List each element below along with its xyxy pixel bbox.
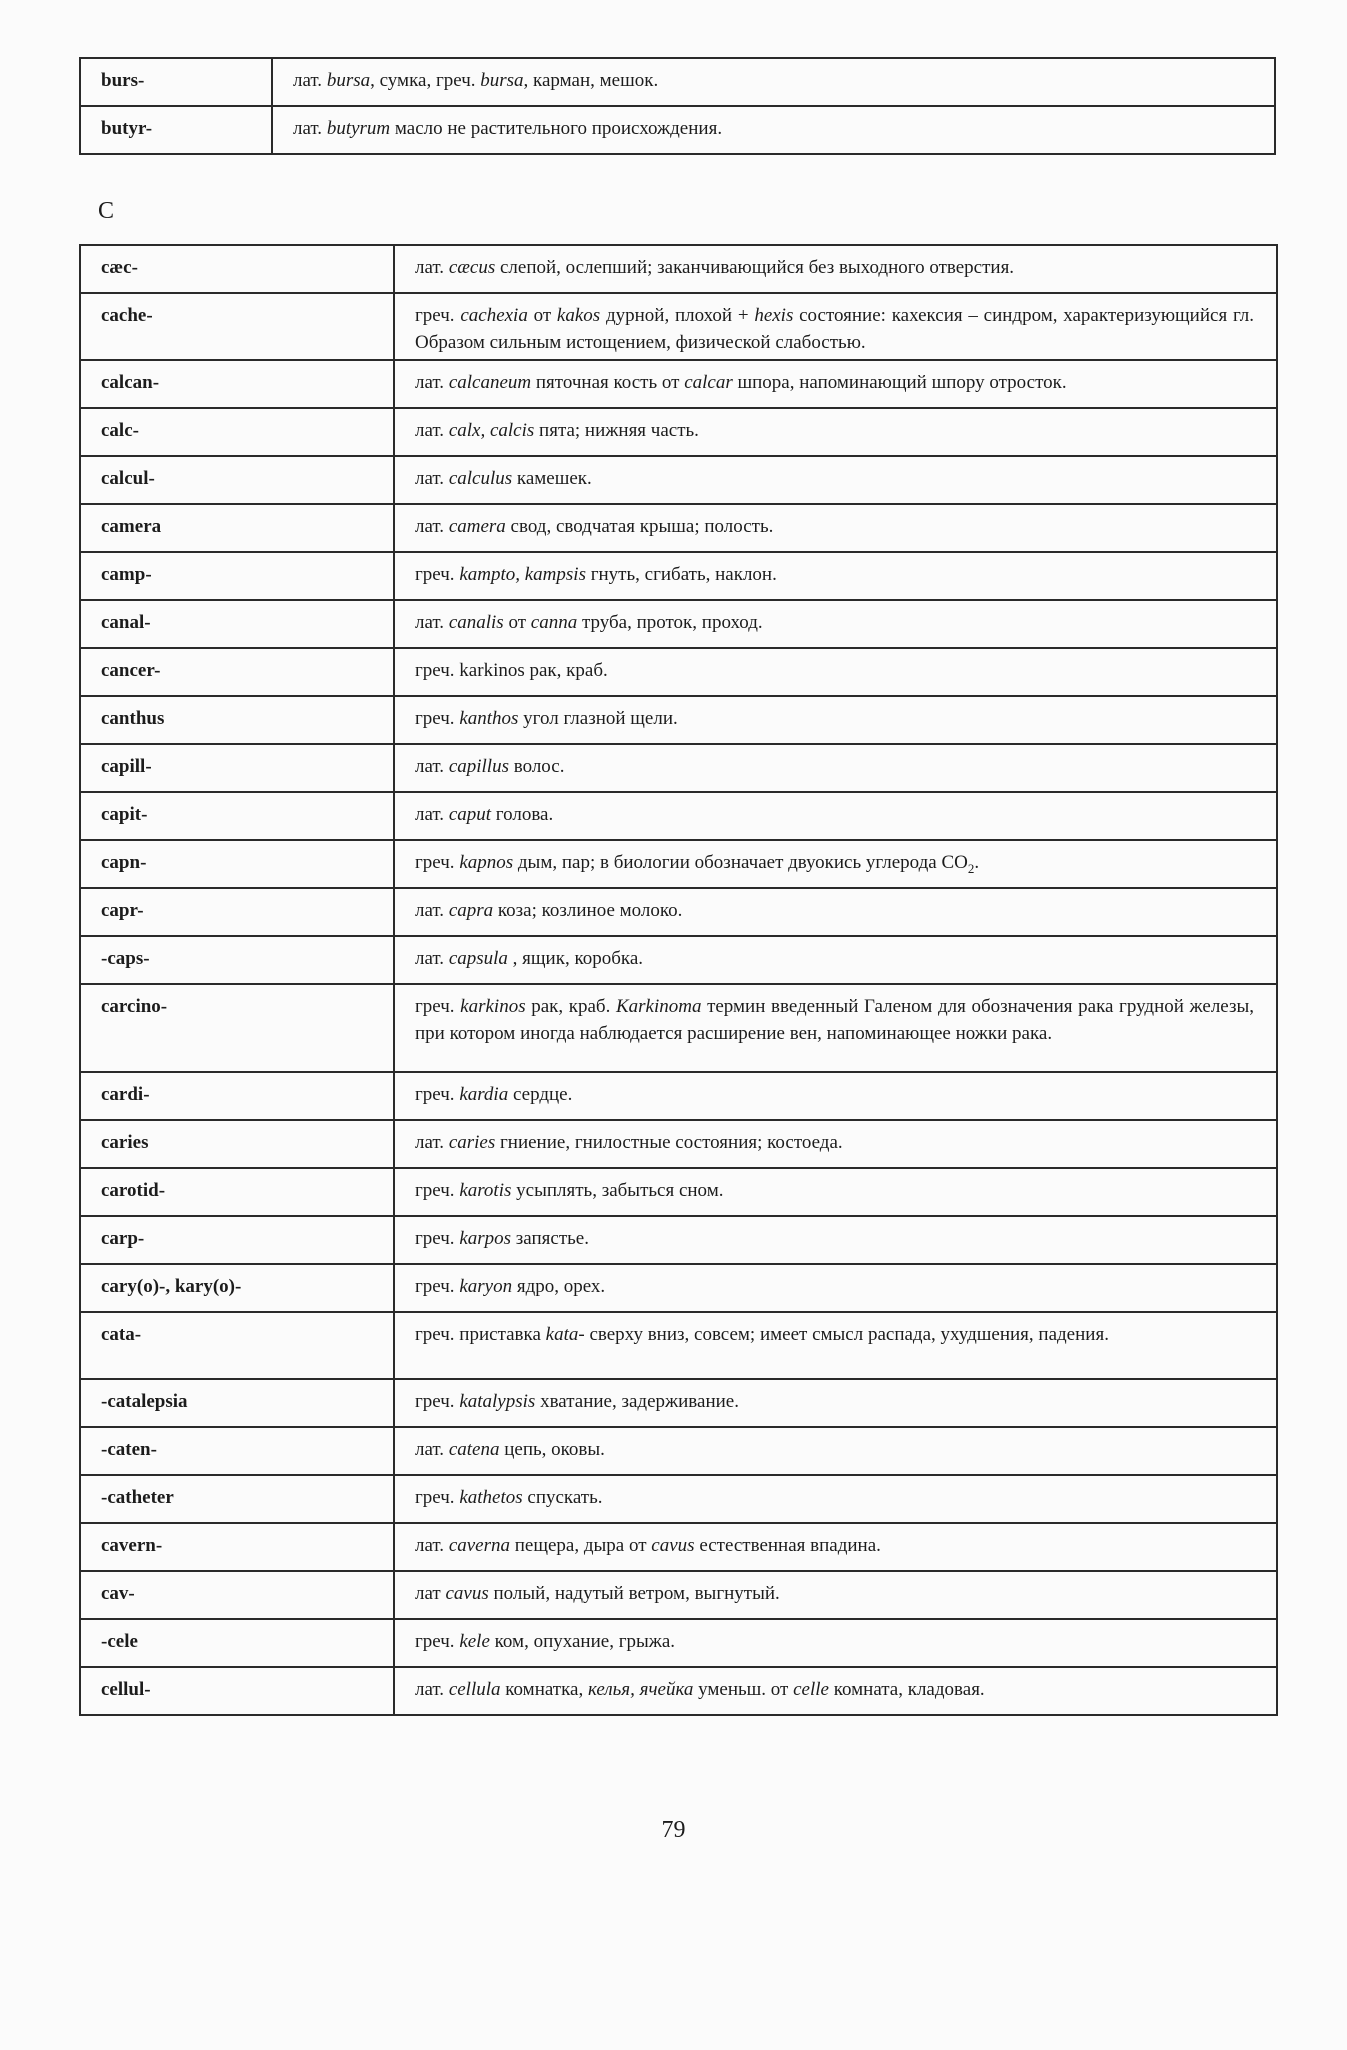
entry-row	[80, 1264, 1277, 1312]
entry-term: calc-	[80, 408, 394, 456]
entry-definition: лат. catena цепь, оковы.	[394, 1427, 1277, 1475]
entries-table-c-body	[80, 245, 1277, 1715]
entry-definition: лат. calculus камешек.	[394, 456, 1277, 504]
entry-term: cavern-	[80, 1523, 394, 1571]
entry-row	[80, 1475, 1277, 1523]
entry-term: cellul-	[80, 1667, 394, 1715]
entry-row	[80, 1168, 1277, 1216]
entry-row	[80, 792, 1277, 840]
entry-term: capill-	[80, 744, 394, 792]
entry-term: cache-	[80, 293, 394, 360]
entry-row	[80, 744, 1277, 792]
entry-definition: греч. kampto, kampsis гнуть, сгибать, наклон.	[394, 552, 1277, 600]
entry-row	[80, 840, 1277, 888]
entry-definition: лат. caput голова.	[394, 792, 1277, 840]
entry-row	[80, 293, 1277, 360]
entry-row	[80, 1523, 1277, 1571]
entry-row	[80, 1667, 1277, 1715]
entry-term: cæc-	[80, 245, 394, 293]
entry-term: -catheter	[80, 1475, 394, 1523]
entry-row	[80, 1120, 1277, 1168]
entry-definition: греч. karyon ядро, орех.	[394, 1264, 1277, 1312]
entry-row	[80, 552, 1277, 600]
entry-definition: лат. cellula комнатка, келья, ячейка уменьш. от celle комната, кладовая.	[394, 1667, 1277, 1715]
entry-term: capit-	[80, 792, 394, 840]
entry-definition: лат. camera свод, сводчатая крыша; полость.	[394, 504, 1277, 552]
entry-definition: лат. cæcus слепой, ослепший; заканчивающийся без выходного отверстия.	[394, 245, 1277, 293]
entry-term: burs-	[80, 58, 272, 106]
entry-row	[80, 1427, 1277, 1475]
entry-row	[80, 936, 1277, 984]
entry-row	[80, 1571, 1277, 1619]
entry-term: camp-	[80, 552, 394, 600]
entry-row	[80, 1072, 1277, 1120]
entry-definition: лат cavus полый, надутый ветром, выгнутый.	[394, 1571, 1277, 1619]
entries-table-b	[79, 57, 1276, 155]
page-number: 79	[661, 1817, 686, 1843]
entry-definition: греч. kanthos угол глазной щели.	[394, 696, 1277, 744]
entry-term: calcul-	[80, 456, 394, 504]
entry-term: carcino-	[80, 984, 394, 1072]
entry-definition: лат. calx, calcis пята; нижняя часть.	[394, 408, 1277, 456]
entry-definition: греч. cachexia от kakos дурной, плохой + hexis состояние: кахексия – синдром, характеризующийся гл. Образом сильным истощением, физической слабостью.	[394, 293, 1277, 360]
entry-definition: лат. capillus волос.	[394, 744, 1277, 792]
entry-term: cata-	[80, 1312, 394, 1379]
entry-term: carotid-	[80, 1168, 394, 1216]
entry-definition: греч. приставка kata- сверху вниз, совсем; имеет смысл распада, ухудшения, падения.	[394, 1312, 1277, 1379]
entry-definition: лат. butyrum масло не растительного происхождения.	[272, 106, 1275, 154]
entries-table-c	[79, 244, 1278, 1716]
entry-definition: греч. kele ком, опухание, грыжа.	[394, 1619, 1277, 1667]
entry-term: butyr-	[80, 106, 272, 154]
entry-row	[80, 1379, 1277, 1427]
entry-term: -catalepsia	[80, 1379, 394, 1427]
entry-row	[80, 888, 1277, 936]
entry-row	[80, 106, 1275, 154]
entry-definition: греч. kathetos спускать.	[394, 1475, 1277, 1523]
entry-definition: лат. canalis от canna труба, проток, проход.	[394, 600, 1277, 648]
entry-term: -caps-	[80, 936, 394, 984]
entry-row	[80, 648, 1277, 696]
entry-definition: лат. caverna пещера, дыра от cavus естественная впадина.	[394, 1523, 1277, 1571]
entry-term: carp-	[80, 1216, 394, 1264]
entry-row	[80, 408, 1277, 456]
entry-definition: лат. capra коза; козлиное молоко.	[394, 888, 1277, 936]
entry-definition: лат. capsula , ящик, коробка.	[394, 936, 1277, 984]
entry-definition: греч. kardia сердце.	[394, 1072, 1277, 1120]
entries-table-b-body	[80, 58, 1275, 154]
entry-term: canal-	[80, 600, 394, 648]
entry-row	[80, 600, 1277, 648]
entry-term: calcan-	[80, 360, 394, 408]
entry-row	[80, 984, 1277, 1072]
entry-term: canthus	[80, 696, 394, 744]
entry-row	[80, 1216, 1277, 1264]
entry-term: cardi-	[80, 1072, 394, 1120]
entry-definition: лат. calcaneum пяточная кость от calcar шпора, напоминающий шпору отросток.	[394, 360, 1277, 408]
entry-row	[80, 504, 1277, 552]
entry-definition: греч. katalypsis хватание, задерживание.	[394, 1379, 1277, 1427]
entry-row	[80, 360, 1277, 408]
entry-row	[80, 58, 1275, 106]
entry-term: camera	[80, 504, 394, 552]
entry-definition: лат. caries гниение, гнилостные состояния; костоеда.	[394, 1120, 1277, 1168]
entry-definition: греч. karkinos рак, краб.	[394, 648, 1277, 696]
entry-term: capr-	[80, 888, 394, 936]
entry-term: capn-	[80, 840, 394, 888]
entry-row	[80, 1619, 1277, 1667]
entry-row	[80, 696, 1277, 744]
entry-row	[80, 456, 1277, 504]
entry-term: -cele	[80, 1619, 394, 1667]
entry-term: cav-	[80, 1571, 394, 1619]
entry-definition: греч. karotis усыплять, забыться сном.	[394, 1168, 1277, 1216]
section-letter: C	[98, 198, 115, 224]
entry-definition: греч. karpos запястье.	[394, 1216, 1277, 1264]
entry-definition: лат. bursa, сумка, греч. bursa, карман, мешок.	[272, 58, 1275, 106]
entry-definition: греч. karkinos рак, краб. Karkinoma термин введенный Галеном для обозначения рака грудной железы, при котором иногда наблюдается расширение вен, напоминающее ножки рака.	[394, 984, 1277, 1072]
entry-term: cary(o)-, kary(o)-	[80, 1264, 394, 1312]
entry-row	[80, 245, 1277, 293]
entry-term: -caten-	[80, 1427, 394, 1475]
entry-row	[80, 1312, 1277, 1379]
entry-term: cancer-	[80, 648, 394, 696]
entry-definition: греч. kapnos дым, пар; в биологии обозначает двуокись углерода $CO_2$.	[394, 840, 1277, 888]
entry-term: caries	[80, 1120, 394, 1168]
